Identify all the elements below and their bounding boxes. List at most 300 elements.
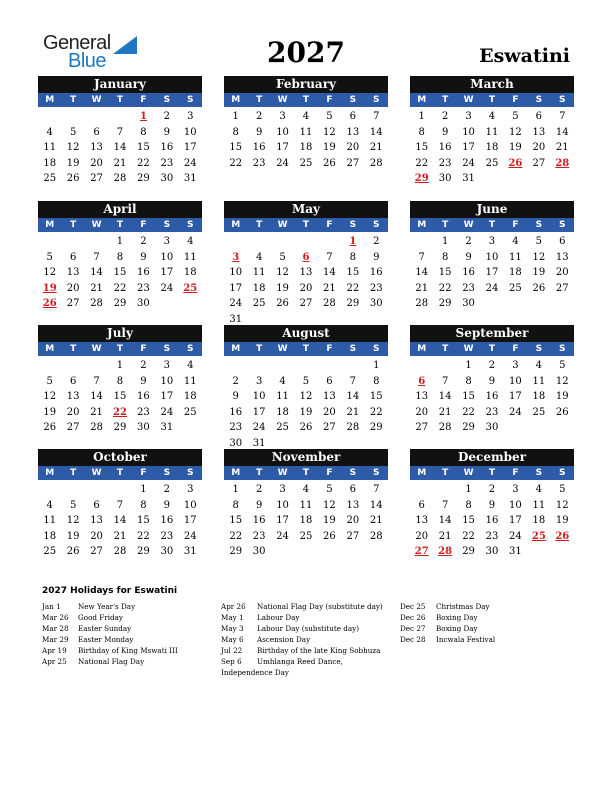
day-cell: 24 [509,406,522,418]
day-cell: 2 [140,360,147,371]
day-cell: 4 [488,111,496,122]
empty-cell [108,482,131,498]
weekday-label: S [559,220,566,230]
weekday-label: M [231,344,241,354]
day-cell: 7 [349,375,357,387]
weekday-label: T [116,95,124,105]
day-cell: 2 [163,484,171,495]
empty-cell [61,234,84,250]
day-cell: 14 [113,142,127,153]
day-cell: 13 [346,499,360,511]
day-cell: 26 [66,546,80,557]
holiday-name: Boxing Day [436,613,478,622]
day-cell: 8 [373,375,380,387]
day-cell: 10 [276,499,289,511]
weekday-label: W [277,220,288,230]
day-cell: 11 [299,126,313,138]
day-cell: 3 [488,236,496,247]
holiday-column [400,601,568,645]
day-cell: 15 [462,391,475,402]
day-cell: 18 [183,391,197,402]
weekday-label: F [140,468,147,478]
month-march [410,76,574,187]
weekday-label: T [302,95,310,105]
weekday-label: W [277,344,288,354]
day-cell: 16 [229,406,243,418]
day-cell: 14 [90,391,103,402]
empty-cell [85,358,108,374]
day-cell: 4 [187,236,194,247]
day-cell: 17 [509,515,522,526]
day-cell: 4 [535,360,543,371]
day-cell: 12 [509,126,522,138]
day-cell: 27 [66,298,80,309]
month-title: November [224,449,388,466]
day-cell: 26 [532,282,546,294]
day-cell: 27 [555,282,569,294]
day-cell: 14 [323,267,336,278]
day-cell: 30 [160,546,174,557]
weekday-label: F [512,95,519,105]
weekday-label: F [140,220,147,230]
empty-cell [294,358,317,374]
day-cell: 16 [485,391,499,402]
day-cell: 13 [346,126,360,138]
holiday-day-cell: 26 [508,157,523,169]
day-cell: 20 [323,406,336,418]
weekday-label: S [373,220,380,230]
day-cell: 15 [229,142,243,153]
day-cell: 30 [252,546,266,557]
day-cell: 21 [438,406,452,418]
weekday-label: T [256,344,263,354]
holiday-name: National Flag Day [78,657,145,666]
day-cell: 7 [116,499,124,511]
day-cell: 30 [485,546,499,557]
day-cell: 10 [160,251,174,263]
weekday-label: T [302,344,310,354]
day-cell: 31 [509,546,522,557]
day-cell: 27 [66,422,80,433]
weekday-label: T [70,468,77,478]
day-cell: 23 [438,157,452,169]
weekday-label: F [326,95,333,105]
holiday-date: Jan 1 [42,602,61,611]
day-cell: 14 [555,126,569,138]
empty-cell [38,358,61,374]
day-cell: 12 [323,126,336,138]
day-cell: 26 [323,530,336,542]
day-cell: 9 [255,499,263,511]
weekday-label: T [442,220,449,230]
weekday-label: F [326,220,333,230]
day-cell: 12 [43,267,57,278]
day-cell: 4 [302,111,310,122]
holiday-item [221,612,389,623]
day-cell: 20 [90,530,103,542]
day-grid [224,358,388,451]
day-cell: 18 [43,157,57,169]
holiday-date: Apr 19 [42,646,67,655]
day-cell: 24 [252,422,266,433]
month-title: October [38,449,202,466]
weekday-label: S [559,344,566,354]
day-cell: 24 [276,157,289,169]
day-grid [410,482,574,560]
day-cell: 24 [276,530,289,542]
weekday-label: M [45,95,55,105]
weekday-label: T [302,220,310,230]
day-cell: 27 [346,530,360,542]
month-december [410,449,574,560]
day-cell: 4 [46,126,53,138]
day-cell: 30 [137,298,150,309]
day-cell: 15 [462,515,475,526]
holiday-date: Dec 26 [400,613,426,622]
holiday-item [42,601,210,612]
day-cell: 23 [462,282,475,294]
empty-cell [85,234,108,250]
day-cell: 9 [140,251,147,263]
day-cell: 14 [90,267,103,278]
weekday-label: T [70,344,77,354]
day-cell: 5 [512,111,519,122]
day-cell: 13 [90,142,103,153]
holiday-name: Umhlanga Reed Dance, [257,657,343,666]
empty-cell [247,358,270,374]
day-cell: 16 [438,142,452,153]
day-cell: 22 [369,406,383,418]
day-cell: 2 [255,484,263,495]
weekday-label: T [116,220,124,230]
weekday-label: W [463,220,474,230]
day-cell: 25 [299,157,313,169]
month-june [410,201,574,312]
day-cell: 18 [299,142,313,153]
month-october [38,449,202,560]
day-cell: 15 [137,142,150,153]
weekday-label: S [559,95,566,105]
holiday-item [221,656,389,667]
weekday-label: S [373,468,380,478]
day-grid [38,358,202,436]
day-cell: 12 [532,251,546,263]
day-cell: 28 [346,422,360,433]
weekday-label: M [45,468,55,478]
day-cell: 29 [462,546,475,557]
empty-cell [318,234,341,250]
day-cell: 1 [465,484,472,495]
day-cell: 3 [187,111,194,122]
day-cell: 10 [183,126,197,138]
day-cell: 11 [532,375,546,387]
day-cell: 11 [299,499,313,511]
day-grid [38,234,202,312]
day-cell: 23 [485,406,499,418]
day-cell: 26 [555,406,569,418]
holiday-item [42,612,210,623]
day-cell: 6 [535,111,543,122]
holiday-date: Apr 26 [221,602,246,611]
weekday-label: W [277,468,288,478]
day-cell: 16 [137,391,150,402]
weekday-label: W [463,468,474,478]
weekday-label: S [163,95,171,105]
day-cell: 27 [299,298,313,309]
month-november [224,449,388,560]
day-cell: 27 [346,157,360,169]
weekday-label: F [512,344,519,354]
day-cell: 21 [90,282,103,294]
holiday-item [221,634,389,645]
day-cell: 12 [276,267,289,278]
day-cell: 15 [415,142,429,153]
day-cell: 19 [276,282,289,294]
day-cell: 4 [187,360,194,371]
day-grid [38,482,202,560]
day-cell: 10 [276,126,289,138]
day-cell: 9 [163,126,171,138]
day-cell: 9 [163,499,171,511]
holiday-day-cell: 19 [42,282,57,294]
day-cell: 28 [369,157,383,169]
weekday-label: S [559,468,566,478]
day-cell: 22 [137,530,150,542]
day-cell: 1 [418,111,425,122]
holiday-day-cell: 25 [531,530,546,542]
day-cell: 28 [90,422,103,433]
day-cell: 14 [369,499,383,511]
day-cell: 6 [559,236,566,247]
day-cell: 18 [485,142,499,153]
day-cell: 13 [66,267,80,278]
day-cell: 7 [93,375,100,387]
day-cell: 3 [163,360,171,371]
weekday-label: M [45,344,55,354]
day-cell: 16 [137,267,150,278]
day-cell: 8 [349,251,357,263]
day-cell: 18 [509,267,522,278]
day-cell: 21 [113,530,127,542]
day-cell: 3 [163,236,171,247]
weekday-label: S [535,220,543,230]
day-cell: 13 [90,515,103,526]
day-grid [410,358,574,436]
month-title: June [410,201,574,218]
empty-cell [38,234,61,250]
day-cell: 20 [555,267,569,278]
holiday-day-cell: 29 [414,173,429,184]
day-cell: 14 [346,391,360,402]
day-cell: 23 [137,406,150,418]
day-cell: 5 [326,111,333,122]
day-cell: 17 [183,142,197,153]
day-cell: 16 [462,267,475,278]
day-cell: 16 [369,267,383,278]
day-cell: 24 [509,530,522,542]
day-cell: 19 [509,142,522,153]
weekday-label: T [302,468,310,478]
holiday-name: Good Friday [78,613,123,622]
day-cell: 7 [116,126,124,138]
weekday-label: W [277,95,288,105]
day-cell: 15 [369,391,383,402]
holiday-date: Mar 29 [42,635,69,644]
holiday-day-cell: 22 [113,406,127,418]
empty-cell [341,358,364,374]
weekday-header [224,466,388,480]
day-cell: 21 [369,142,383,153]
day-cell: 18 [43,530,57,542]
weekday-header [410,342,574,356]
logo-general-text: General [43,32,111,54]
weekday-header [38,218,202,232]
day-cell: 31 [462,173,475,184]
weekday-label: S [163,468,171,478]
empty-cell [38,109,61,125]
day-cell: 3 [279,111,286,122]
empty-cell [433,482,456,498]
day-cell: 18 [299,515,313,526]
day-cell: 10 [160,375,174,387]
holiday-day-cell: 6 [302,251,310,263]
day-cell: 2 [232,375,239,387]
day-cell: 22 [462,530,475,542]
weekday-header [410,466,574,480]
holiday-date: Dec 27 [400,624,426,633]
day-cell: 30 [485,422,499,433]
holiday-name: Easter Sunday [78,624,132,633]
day-cell: 20 [299,282,313,294]
day-cell: 25 [252,298,266,309]
day-cell: 29 [369,422,383,433]
weekday-label: S [373,344,380,354]
weekday-header [38,342,202,356]
day-cell: 8 [465,375,472,387]
empty-cell [61,482,84,498]
day-cell: 19 [323,515,336,526]
day-cell: 29 [346,298,360,309]
day-cell: 17 [462,142,475,153]
weekday-label: M [417,344,427,354]
day-cell: 19 [555,391,569,402]
day-cell: 21 [323,282,336,294]
day-cell: 17 [485,267,499,278]
day-cell: 25 [509,282,522,294]
weekday-label: S [187,344,194,354]
day-cell: 2 [488,360,496,371]
day-cell: 11 [276,391,289,402]
holiday-column [221,601,389,678]
month-april [38,201,202,312]
day-cell: 19 [66,157,80,169]
day-cell: 10 [183,499,197,511]
day-cell: 16 [160,515,174,526]
day-cell: 2 [373,236,380,247]
day-cell: 5 [69,126,77,138]
day-cell: 17 [183,515,197,526]
day-cell: 9 [140,375,147,387]
month-title: February [224,76,388,93]
weekday-label: T [488,468,496,478]
day-cell: 7 [373,111,380,122]
day-cell: 13 [532,126,546,138]
weekday-label: S [187,220,194,230]
day-cell: 25 [183,406,197,418]
month-title: August [224,325,388,342]
day-cell: 28 [323,298,336,309]
day-cell: 8 [232,499,239,511]
holiday-list-title: 2027 Holidays for Eswatini [42,586,178,596]
day-cell: 6 [418,499,425,511]
day-cell: 12 [323,499,336,511]
day-cell: 4 [512,236,519,247]
day-cell: 23 [252,530,266,542]
day-cell: 12 [66,515,80,526]
day-cell: 1 [140,484,147,495]
weekday-label: W [91,344,102,354]
weekday-header [224,93,388,107]
weekday-label: S [349,220,357,230]
day-cell: 14 [415,267,429,278]
holiday-name: Easter Monday [78,635,134,644]
weekday-label: T [116,468,124,478]
day-cell: 15 [346,267,360,278]
day-cell: 24 [485,282,499,294]
empty-cell [318,358,341,374]
day-cell: 18 [183,267,197,278]
day-cell: 21 [438,530,452,542]
day-cell: 21 [346,406,360,418]
day-grid [410,234,574,312]
holiday-name: Labour Day [257,613,300,622]
day-cell: 9 [232,391,239,402]
month-september [410,325,574,436]
day-cell: 9 [441,126,449,138]
day-cell: 11 [183,375,197,387]
day-cell: 20 [90,157,103,169]
day-cell: 29 [113,298,127,309]
holiday-day-cell: 3 [232,251,240,263]
holiday-name: Birthday of the late King Sobhuza [257,646,381,655]
day-cell: 7 [441,499,449,511]
holiday-date: Dec 25 [400,602,426,611]
holiday-date: Dec 28 [400,635,426,644]
day-cell: 1 [232,111,239,122]
month-title: March [410,76,574,93]
empty-cell [224,234,247,250]
empty-cell [247,234,270,250]
day-cell: 1 [373,360,380,371]
day-cell: 31 [229,313,243,325]
day-cell: 31 [160,422,174,433]
day-cell: 22 [346,282,360,294]
day-cell: 13 [66,391,80,402]
weekday-label: W [91,95,102,105]
day-cell: 12 [66,142,80,153]
day-cell: 1 [116,360,124,371]
day-cell: 6 [69,375,77,387]
day-cell: 20 [415,406,429,418]
day-cell: 28 [438,422,452,433]
day-cell: 22 [113,282,127,294]
empty-cell [61,358,84,374]
day-cell: 16 [160,142,174,153]
day-cell: 22 [438,282,452,294]
day-cell: 7 [373,484,380,495]
day-cell: 11 [532,499,546,511]
day-cell: 11 [485,126,499,138]
